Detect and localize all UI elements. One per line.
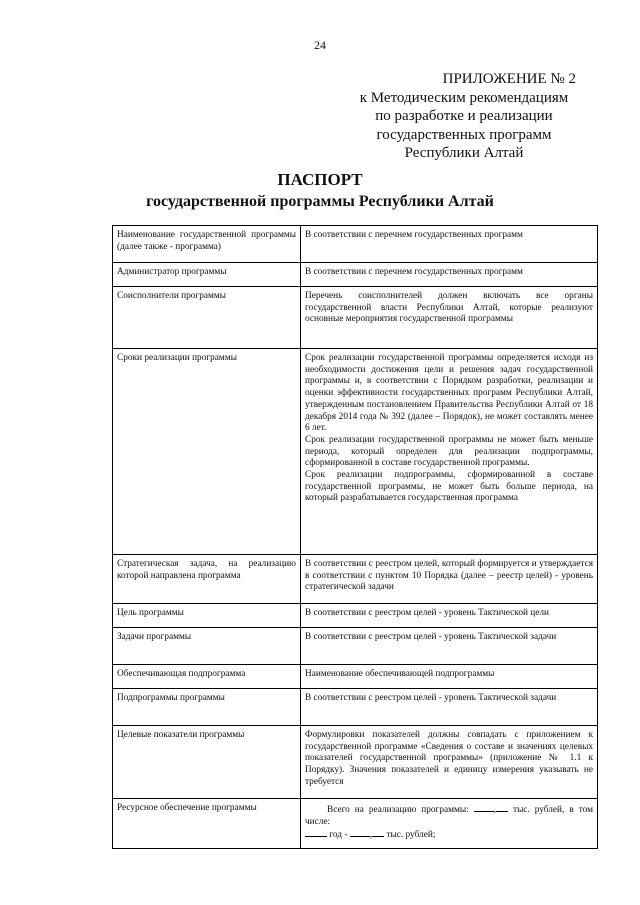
row-label-goal: Цель программы <box>113 604 301 628</box>
row-value-terms <box>301 349 598 555</box>
blank-field <box>372 828 384 837</box>
appendix-line: по разработке и реализации <box>375 108 553 124</box>
table-row <box>113 263 598 287</box>
value-paragraph: Перечень соисполнителей должен включать все органы государственной власти Республики Алтай, которые реализуют основные мероприятия государственной программы <box>305 291 593 325</box>
row-label-target-indicators: Целевые показатели программы <box>113 726 301 799</box>
funding-year-suffix: тыс. рублей; <box>386 830 436 841</box>
row-value-administrator <box>301 263 598 287</box>
row-label-terms: Сроки реализации программы <box>113 349 301 555</box>
value-paragraph: Срок реализации подпрограммы, сформированной в составе государственной программы, не может быть больше периода, на который разрабатывается государственная программа <box>305 470 593 504</box>
row-label-funding: Ресурсное обеспечение программы <box>113 799 301 849</box>
row-label-subprograms: Подпрограммы программы <box>113 689 301 726</box>
row-label-strategic-task: Стратегическая задача, на реализацию которой направлена программа <box>113 555 301 604</box>
table-row <box>113 665 598 689</box>
row-label-co-executors: Соисполнители программы <box>113 287 301 349</box>
value-paragraph: Срок реализации государственной программы определяется исходя из необходимости достижения цели и решения задач государственной программы и, в соответствии с Порядком разработки, реализации и оценки эффективности государственных программ Республики Алтай, утвержденным постановлением Правительства Республики Алтай от 18 декабря 2014 года № 392 (далее – Порядок), не может составлять менее 6 лет. <box>305 353 593 434</box>
table-row <box>113 799 598 849</box>
row-value-strategic-task <box>301 555 598 604</box>
table-row <box>113 726 598 799</box>
row-value-goal <box>301 604 598 628</box>
value-paragraph: Формулировки показателей должны совпадать с приложением к государственной программе «Сведения о составе и значениях целевых показателей государственной программы» (приложение № 1.1 к Порядку). Значения показателей и единицу измерения указывать не требуется <box>305 730 593 787</box>
blank-field <box>474 803 494 812</box>
row-label-program-name: Наименование государственной программы (далее также - программа) <box>113 226 301 263</box>
row-value-support-subprogram <box>301 665 598 689</box>
value-paragraph: В соответствии с перечнем государственных программ <box>305 267 523 277</box>
comma: , <box>369 830 373 841</box>
value-paragraph: В соответствии с реестром целей, который формируется и утверждается в соответствии с пунктом 10 Порядка (далее – реестр целей) - уровень стратегической задачи <box>305 559 593 593</box>
value-paragraph: В соответствии с перечнем государственных программ <box>305 230 523 240</box>
table-row <box>113 287 598 349</box>
document-title: ПАСПОРТ <box>277 170 363 189</box>
document-subtitle: государственной программы Республики Алтай <box>146 193 494 210</box>
row-value-tasks <box>301 628 598 665</box>
row-label-support-subprogram: Обеспечивающая подпрограмма <box>113 665 301 689</box>
value-paragraph: В соответствии с реестром целей - уровень Тактической задачи <box>305 693 557 703</box>
appendix-line: Республики Алтай <box>404 145 524 161</box>
row-value-subprograms <box>301 689 598 726</box>
value-paragraph: Срок реализации государственной программы не может быть меньше периода, который определен для реализации подпрограммы, сформированной в составе государственной программы. <box>305 434 593 469</box>
table-row <box>113 604 598 628</box>
funding-year-line <box>305 828 593 842</box>
blank-field <box>350 828 370 837</box>
appendix-line: к Методическим рекомендациям <box>359 89 569 106</box>
value-paragraph: Наименование обеспечивающей подпрограммы <box>305 669 495 679</box>
appendix-title: ПРИЛОЖЕНИЕ № 2 <box>442 71 576 87</box>
appendix-header <box>350 70 578 163</box>
passport-table <box>112 225 598 849</box>
row-value-funding <box>301 799 598 849</box>
value-paragraph: В соответствии с реестром целей - уровень Тактической задачи <box>305 632 557 642</box>
row-value-target-indicators <box>301 726 598 799</box>
row-value-co-executors <box>301 287 598 349</box>
table-row <box>113 689 598 726</box>
row-value-program-name <box>301 226 598 263</box>
funding-total-prefix: Всего на реализацию программы: <box>327 805 469 815</box>
table-row <box>113 555 598 604</box>
row-label-tasks: Задачи программы <box>113 628 301 665</box>
value-paragraph: В соответствии с реестром целей - уровень Тактической цели <box>305 608 550 618</box>
appendix-line: государственных программ <box>376 126 552 143</box>
funding-total-suffix: тыс. рублей, в том числе: <box>305 805 593 827</box>
blank-field <box>305 828 327 837</box>
row-label-administrator: Администратор программы <box>113 263 301 287</box>
document-heading <box>0 170 640 212</box>
funding-year-word: год - <box>329 830 348 841</box>
comma: , <box>493 805 497 815</box>
table-row <box>113 349 598 555</box>
table-row <box>113 628 598 665</box>
funding-total-line <box>305 803 593 828</box>
table-row <box>113 226 598 263</box>
page-number: 24 <box>314 38 326 52</box>
blank-field <box>496 803 508 812</box>
